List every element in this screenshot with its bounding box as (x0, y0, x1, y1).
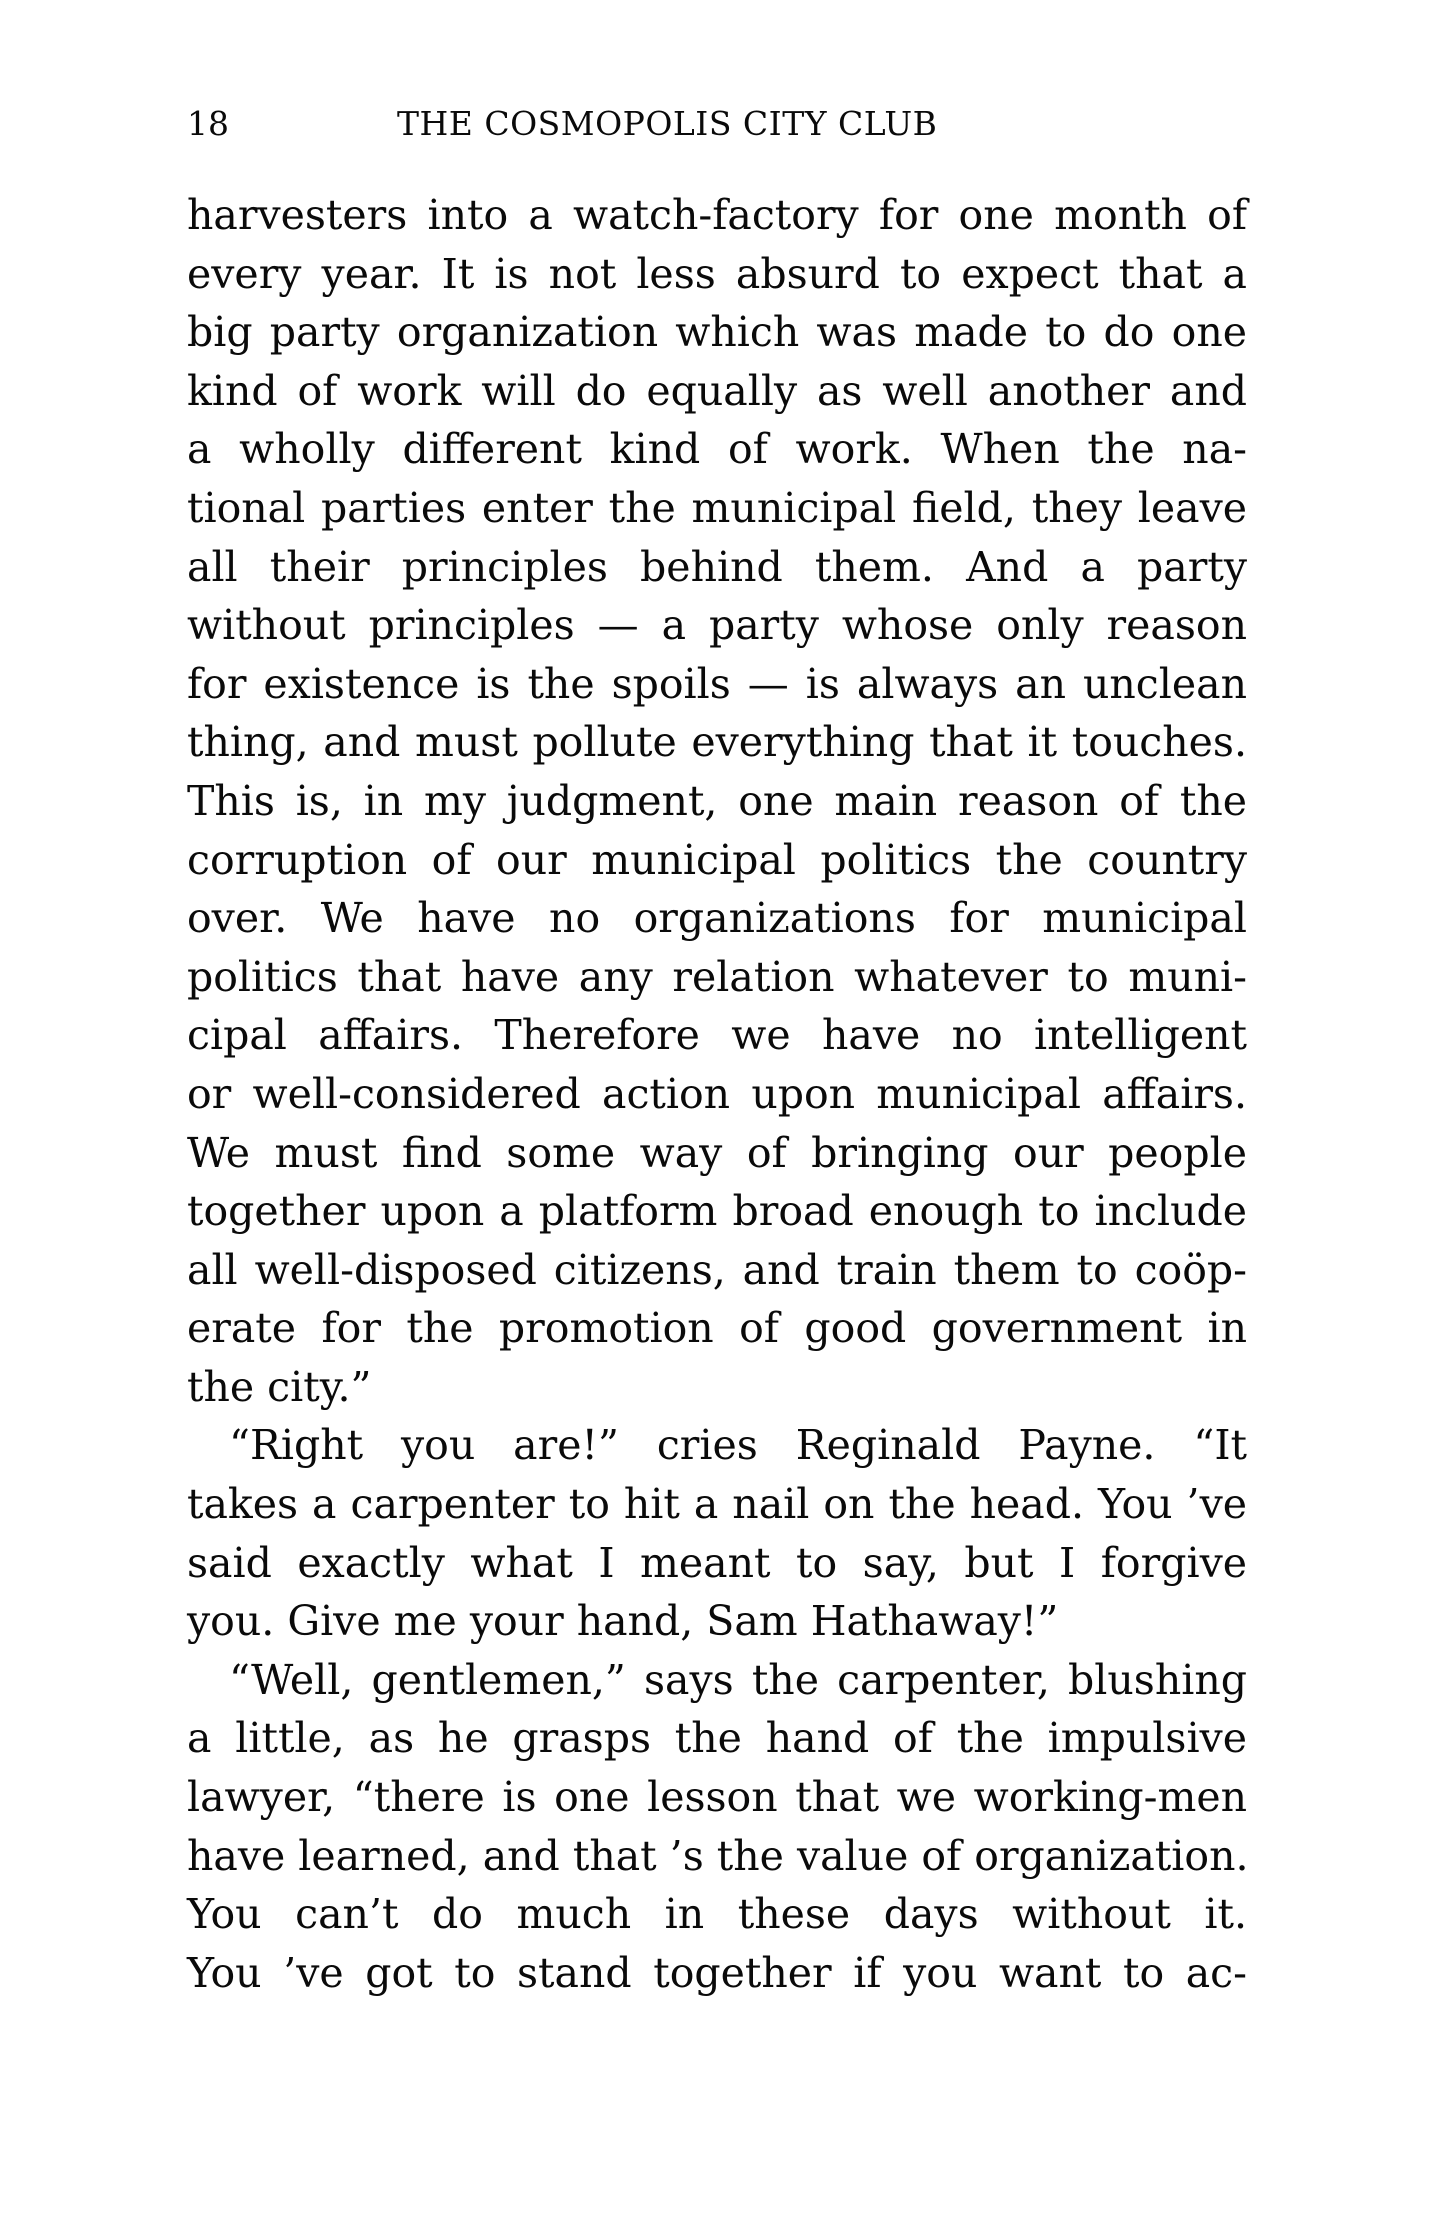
text-line: a little, as he grasps the hand of the impulsive (187, 1714, 1247, 1763)
text-line: big party organization which was made to do one (187, 308, 1247, 357)
text-line: all well-disposed citizens, and train them to coöp- (187, 1245, 1247, 1294)
running-head (187, 104, 1247, 164)
text-line: cipal affairs. Therefore we have no intelligent (187, 1011, 1247, 1060)
text-line: “Well, gentlemen,” says the carpenter, blushing (229, 1655, 1247, 1704)
text-line: over. We have no organizations for municipal (187, 894, 1247, 943)
text-line: without principles — a party whose only reason (187, 601, 1247, 650)
text-line: lawyer, “there is one lesson that we working-men (187, 1773, 1247, 1822)
text-line: for existence is the spoils — is always an unclean (187, 659, 1247, 708)
text-line: the city.” (187, 1362, 372, 1411)
page-number: 18 (187, 104, 229, 143)
text-line: every year. It is not less absurd to expect that a (187, 249, 1247, 298)
text-line: takes a carpenter to hit a nail on the head. You ’ve (187, 1480, 1247, 1529)
text-line: tional parties enter the municipal field, they leave (187, 483, 1247, 532)
text-line: corruption of our municipal politics the country (187, 835, 1247, 884)
running-title: THE COSMOPOLIS CITY CLUB (397, 104, 938, 143)
text-line: harvesters into a watch-factory for one month of (187, 191, 1247, 239)
body-text (187, 186, 1247, 2002)
text-line: erate for the promotion of good government in (187, 1304, 1247, 1353)
text-line: said exactly what I meant to say, but I forgive (187, 1538, 1247, 1587)
text-line: This is, in my judgment, one main reason of the (187, 776, 1247, 825)
text-line: politics that have any relation whatever to muni- (187, 952, 1247, 1001)
text-line: thing, and must pollute everything that it touches. (187, 718, 1247, 767)
text-line: or well-considered action upon municipal affairs. (187, 1069, 1247, 1118)
text-line: “Right you are!” cries Reginald Payne. “It (229, 1421, 1247, 1470)
text-line: a wholly different kind of work. When the na- (187, 425, 1247, 474)
text-line: You ’ve got to stand together if you want to ac- (187, 1948, 1247, 1997)
text-line: kind of work will do equally as well another and (187, 366, 1247, 415)
text-line: We must find some way of bringing our people (187, 1128, 1247, 1177)
text-line: have learned, and that ’s the value of organization. (187, 1831, 1249, 1880)
text-line: you. Give me your hand, Sam Hathaway!” (187, 1597, 1059, 1646)
text-line: together upon a platform broad enough to include (187, 1187, 1247, 1236)
text-line: You can’t do much in these days without it. (187, 1890, 1247, 1939)
text-line: all their principles behind them. And a party (187, 542, 1247, 591)
